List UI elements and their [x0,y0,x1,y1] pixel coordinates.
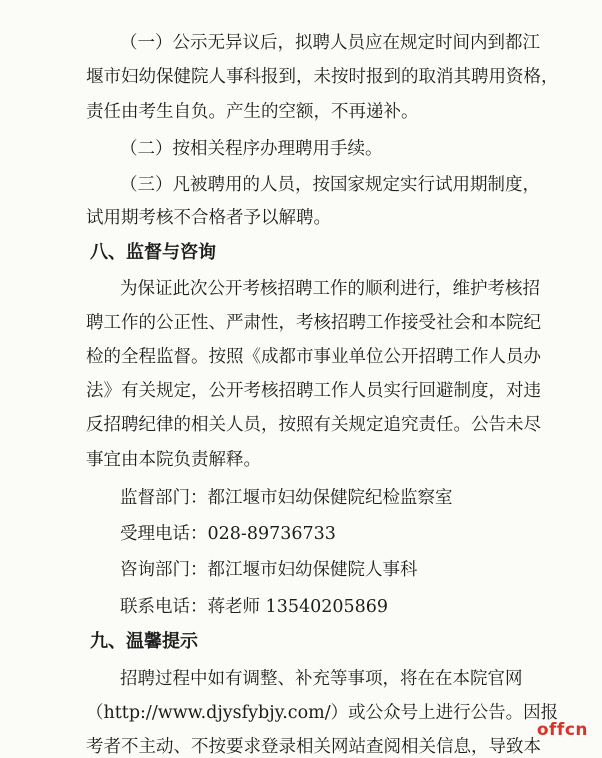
para-4-line-4: 法》有关规定，公开考核招聘工作人员实行回避制度，对违 [86,381,541,401]
section-heading-9: 九、温馨提示 [90,631,198,652]
para-4-line-3: 检的全程监督。按照《成都市事业单位公开招聘工作人员办 [86,347,541,367]
offcn-watermark: offcn [536,720,588,740]
supervision-dept: 监督部门：都江堰市妇幼保健院纪检监察室 [120,488,453,508]
para-5-line-2: （http://www.djysfybjy.com/）或公众号上进行公告。因报 [86,703,559,723]
para-3-line-1: （三）凡被聘用的人员，按国家规定实行试用期制度， [120,175,540,195]
para-5-line-3: 考者不主动、不按要求登录相关网站查阅相关信息，导致本 [86,737,541,757]
para-2: （二）按相关程序办理聘用手续。 [120,139,383,159]
para-5-line-1: 招聘过程中如有调整、补充等事项，将在在本院官网 [120,669,523,689]
para-4-line-5: 反招聘纪律的相关人员，按照有关规定追究责任。公告未尽 [86,415,541,435]
para-4-line-1: 为保证此次公开考核招聘工作的顺利进行，维护考核招 [120,279,540,299]
complaint-phone: 受理电话：028-89736733 [120,524,336,544]
consult-dept: 咨询部门：都江堰市妇幼保健院人事科 [120,560,418,580]
section-heading-8: 八、监督与咨询 [90,242,216,263]
para-1-line-1: （一）公示无异议后，拟聘人员应在规定时间内到都江 [120,33,540,53]
para-1-line-2: 堰市妇幼保健院人事科报到，未按时报到的取消其聘用资格， [86,67,559,87]
para-4-line-6: 事宜由本院负责解释。 [86,450,261,470]
contact-phone: 联系电话：蒋老师 13540205869 [120,597,389,617]
para-4-line-2: 聘工作的公正性、严肃性，考核招聘工作接受社会和本院纪 [86,313,541,333]
para-1-line-3: 责任由考生自负。产生的空额，不再递补。 [86,102,419,122]
para-3-line-2: 试用期考核不合格者予以解聘。 [86,208,331,228]
